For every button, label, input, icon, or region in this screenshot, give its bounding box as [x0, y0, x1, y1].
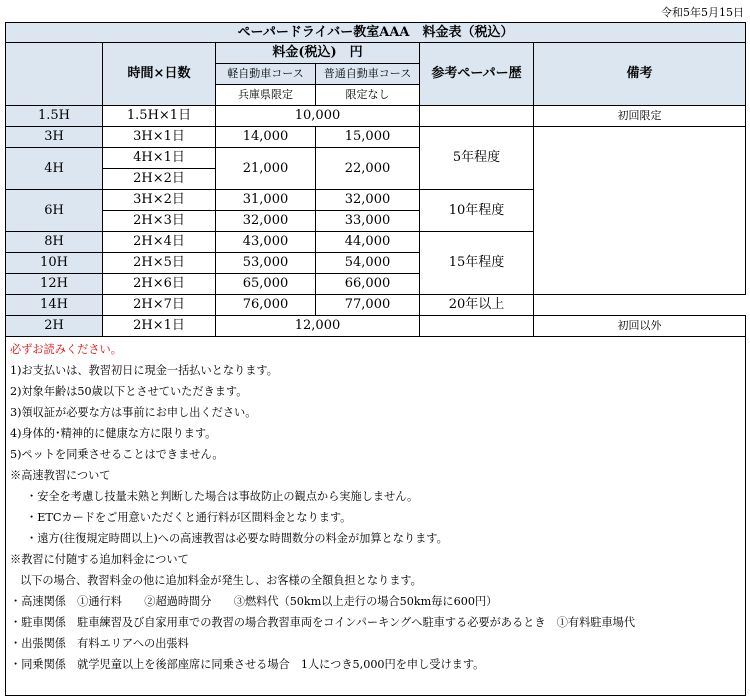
table-row — [6, 316, 746, 337]
time-days-cell: 3H×1日 — [103, 127, 216, 148]
fee-cell: 10,000 — [216, 106, 420, 127]
light-fee-cell: 53,000 — [216, 253, 316, 274]
paper-cell — [420, 316, 534, 337]
hours-cell: 6H — [6, 190, 103, 232]
hours-cell: 4H — [6, 148, 103, 190]
additional-fee-heading: ※教習に付随する追加料金について — [10, 553, 189, 566]
paper-cell: 10年程度 — [420, 190, 534, 232]
time-days-cell: 2H×3日 — [103, 211, 216, 232]
light-fee-cell: 32,000 — [216, 211, 316, 232]
time-days-cell: 2H×5日 — [103, 253, 216, 274]
note-item: 3)領収証が必要な方は事前にお申し出ください。 — [10, 406, 257, 419]
hours-cell: 1.5H — [6, 106, 103, 127]
normal-course-header: 普通自動車コース — [316, 64, 420, 85]
normal-course-note: 限定なし — [316, 85, 420, 106]
price-table — [5, 22, 746, 696]
hours-cell: 3H — [6, 127, 103, 148]
hours-cell: 14H — [6, 295, 103, 316]
additional-fee-intro: 以下の場合、教習料金の他に追加料金が発生し、お客様の全額負担となります。 — [20, 574, 422, 587]
time-days-cell: 1.5H×1日 — [103, 106, 216, 127]
notes-heading: 必ずお読みください。 — [10, 343, 122, 356]
normal-fee-cell: 66,000 — [316, 274, 420, 295]
note-item: 4)身体的･精神的に健康な方に限ります。 — [10, 427, 217, 440]
normal-fee-cell: 77,000 — [316, 295, 420, 316]
time-days-cell: 2H×6日 — [103, 274, 216, 295]
normal-fee-cell: 22,000 — [316, 148, 420, 190]
normal-fee-cell: 33,000 — [316, 211, 420, 232]
time-days-cell: 4H×1日 — [103, 148, 216, 169]
remark-cell — [534, 127, 746, 295]
title-row — [6, 23, 746, 43]
issue-date: 令和5年5月15日 — [661, 6, 744, 19]
hours-header-cell — [6, 43, 103, 106]
table-title: ペーパードライバー教室AAA 料金表（税込） — [6, 23, 746, 43]
time-days-cell: 3H×2日 — [103, 190, 216, 211]
note-item: 5)ペットを同乗させることはできません。 — [10, 448, 224, 461]
additional-fee-item: ・駐車関係 駐車練習及び自家用車での教習の場合教習車両をコインパーキングへ駐車する必要があるとき ①有料駐車場代 — [10, 616, 636, 629]
normal-fee-cell: 54,000 — [316, 253, 420, 274]
time-days-cell: 2H×2日 — [103, 169, 216, 190]
additional-fee-item: ・高速関係 ①通行料 ②超過時間分 ③燃料代（50km以上走行の場合50km毎に600円） — [10, 595, 498, 608]
remark-cell: 初回限定 — [534, 106, 746, 127]
time-days-header: 時間×日数 — [103, 43, 216, 106]
remark-cell: 初回以外 — [534, 316, 746, 337]
light-fee-cell: 65,000 — [216, 274, 316, 295]
light-fee-cell: 76,000 — [216, 295, 316, 316]
additional-fee-item: ・同乗関係 就学児童以上を後部座席に同乗させる場合 1人につき5,000円を申し受けます。 — [10, 658, 485, 671]
hours-cell: 2H — [6, 316, 103, 337]
light-fee-cell: 31,000 — [216, 190, 316, 211]
paper-cell: 15年程度 — [420, 232, 534, 295]
light-fee-cell: 21,000 — [216, 148, 316, 190]
remarks-header: 備考 — [534, 43, 746, 106]
paper-cell — [420, 106, 534, 127]
highway-note: ・遠方(往復規定時間以上)への高速教習は必要な時間数分の料金が加算となります。 — [26, 532, 448, 545]
header-row — [6, 43, 746, 64]
highway-note: ・ETCカードをご用意いただくと通行料が区間料金となります。 — [26, 511, 352, 524]
highway-note: ・安全を考慮し技量未熟と判断した場合は事故防止の観点から実施しません。 — [26, 490, 419, 503]
fee-cell: 12,000 — [216, 316, 420, 337]
note-item: 2)対象年齢は50歳以下とさせていただきます。 — [10, 385, 248, 398]
time-days-cell: 2H×1日 — [103, 316, 216, 337]
table-row — [6, 106, 746, 127]
highway-heading: ※高速教習について — [10, 469, 111, 482]
paper-cell: 5年程度 — [420, 127, 534, 190]
light-fee-cell: 43,000 — [216, 232, 316, 253]
hours-cell: 12H — [6, 274, 103, 295]
paper-years-header: 参考ペーパー歴 — [420, 43, 534, 106]
additional-fee-item: ・出張関係 有料エリアへの出張料 — [10, 637, 189, 650]
table-row — [6, 295, 746, 316]
note-item: 1)お支払いは、教習初日に現金一括払いとなります。 — [10, 364, 278, 377]
light-course-header: 軽自動車コース — [216, 64, 316, 85]
normal-fee-cell: 44,000 — [316, 232, 420, 253]
fee-header: 料金(税込) 円 — [216, 43, 420, 64]
notes-row — [6, 337, 746, 696]
paper-cell: 20年以上 — [420, 295, 534, 316]
light-fee-cell: 14,000 — [216, 127, 316, 148]
light-course-note: 兵庫県限定 — [216, 85, 316, 106]
normal-fee-cell: 32,000 — [316, 190, 420, 211]
notes-section — [6, 337, 746, 696]
normal-fee-cell: 15,000 — [316, 127, 420, 148]
time-days-cell: 2H×7日 — [103, 295, 216, 316]
hours-cell: 10H — [6, 253, 103, 274]
hours-cell: 8H — [6, 232, 103, 253]
table-row — [6, 127, 746, 148]
time-days-cell: 2H×4日 — [103, 232, 216, 253]
